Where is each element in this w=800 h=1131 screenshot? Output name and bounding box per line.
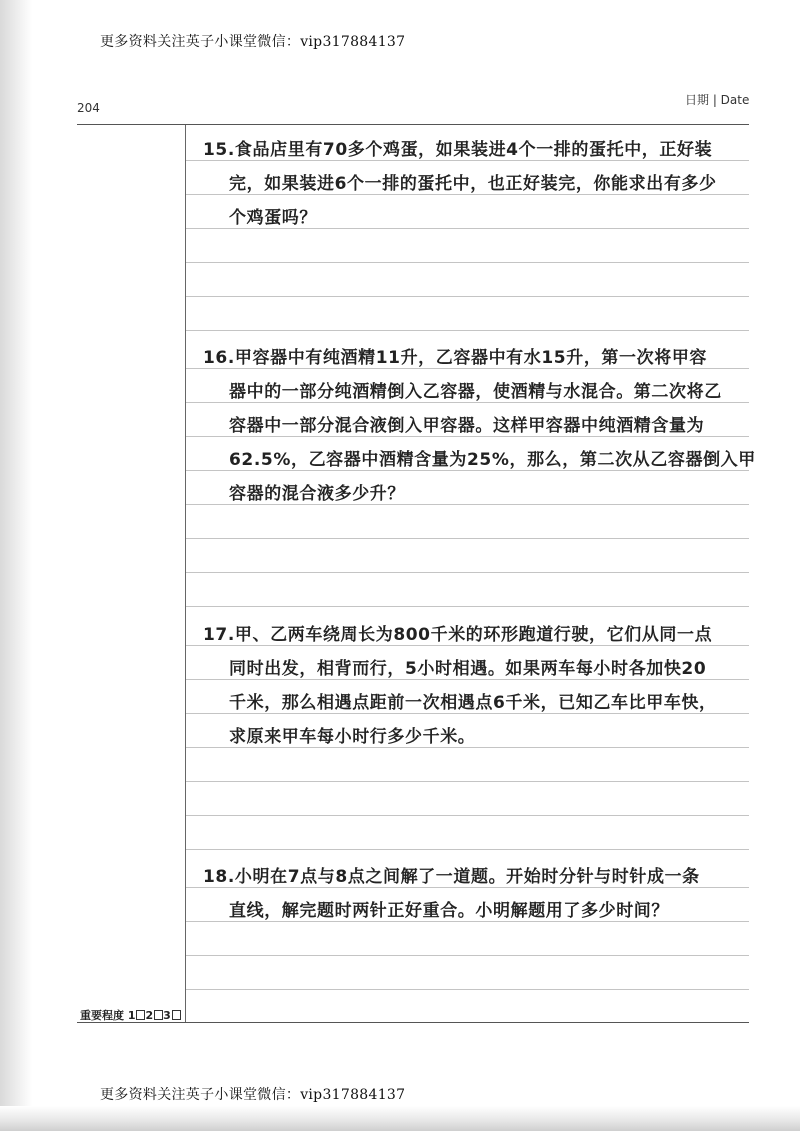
watermark-bottom: 更多资料关注英子小课堂微信：vip317884137 — [100, 1087, 406, 1103]
importance-label: 重要程度 1 — [80, 1009, 136, 1022]
question-18-line-2: 直线，解完题时两针正好重合。小明解题用了多少时间？ — [229, 901, 669, 921]
ruled-line — [186, 194, 749, 195]
question-15-line-2: 完，如果装进6个一排的蛋托中，也正好装完，你能求出有多少 — [229, 174, 717, 194]
question-15-line-1: 15.食品店里有70多个鸡蛋，如果装进4个一排的蛋托中，正好装 — [203, 140, 713, 160]
importance-checkbox-2[interactable] — [154, 1010, 163, 1020]
importance-level-3: 3 — [163, 1009, 171, 1022]
ruled-line — [186, 572, 749, 573]
ruled-line — [186, 713, 749, 714]
question-17-line-3: 千米，那么相遇点距前一次相遇点6千米，已知乙车比甲车快， — [229, 693, 717, 713]
ruled-line — [186, 679, 749, 680]
ruled-line — [186, 921, 749, 922]
ruled-line — [186, 296, 749, 297]
ruled-line — [186, 815, 749, 816]
ruled-line — [186, 262, 749, 263]
watermark-top: 更多资料关注英子小课堂微信：vip317884137 — [100, 34, 406, 50]
ruled-line — [186, 989, 749, 990]
ruled-line — [186, 470, 749, 471]
ruled-line — [186, 330, 749, 331]
question-16-line-4: 62.5%，乙容器中酒精含量为25%，那么，第二次从乙容器倒入甲 — [229, 450, 756, 470]
importance-level-2: 2 — [145, 1009, 154, 1022]
ruled-line — [186, 781, 749, 782]
question-18-line-1: 18.小明在7点与8点之间解了一道题。开始时分针与时针成一条 — [203, 867, 700, 887]
question-16-line-3: 容器中一部分混合液倒入甲容器。这样甲容器中纯酒精含量为 — [229, 416, 705, 436]
ruled-line — [186, 504, 749, 505]
ruled-line — [186, 887, 749, 888]
page-number: 204 — [77, 101, 100, 115]
header-rule — [77, 124, 749, 125]
question-15-line-3: 个鸡蛋吗？ — [229, 208, 317, 228]
bottom-rule — [77, 1022, 749, 1023]
page-bottom-shadow — [0, 1106, 800, 1131]
question-16-line-1: 16.甲容器中有纯酒精11升，乙容器中有水15升，第一次将甲容 — [203, 348, 708, 368]
page-edge-shadow — [0, 0, 32, 1131]
ruled-line — [186, 436, 749, 437]
importance-rating — [80, 1007, 181, 1023]
ruled-line — [186, 606, 749, 607]
ruled-line — [186, 160, 749, 161]
ruled-line — [186, 402, 749, 403]
ruled-line — [186, 849, 749, 850]
question-17-line-1: 17.甲、乙两车绕周长为800千米的环形跑道行驶，它们从同一点 — [203, 625, 713, 645]
ruled-line — [186, 747, 749, 748]
ruled-line — [186, 645, 749, 646]
ruled-line — [186, 538, 749, 539]
question-16-line-5: 容器的混合液多少升？ — [229, 484, 405, 504]
date-label: 日期 | Date — [685, 93, 750, 107]
ruled-line — [186, 228, 749, 229]
ruled-line — [186, 955, 749, 956]
question-16-line-2: 器中的一部分纯酒精倒入乙容器，使酒精与水混合。第二次将乙 — [229, 382, 722, 402]
ruled-line — [186, 368, 749, 369]
question-17-line-4: 求原来甲车每小时行多少千米。 — [229, 727, 476, 747]
importance-checkbox-3[interactable] — [172, 1010, 181, 1020]
question-17-line-2: 同时出发，相背而行，5小时相遇。如果两车每小时各加快20 — [229, 659, 707, 679]
